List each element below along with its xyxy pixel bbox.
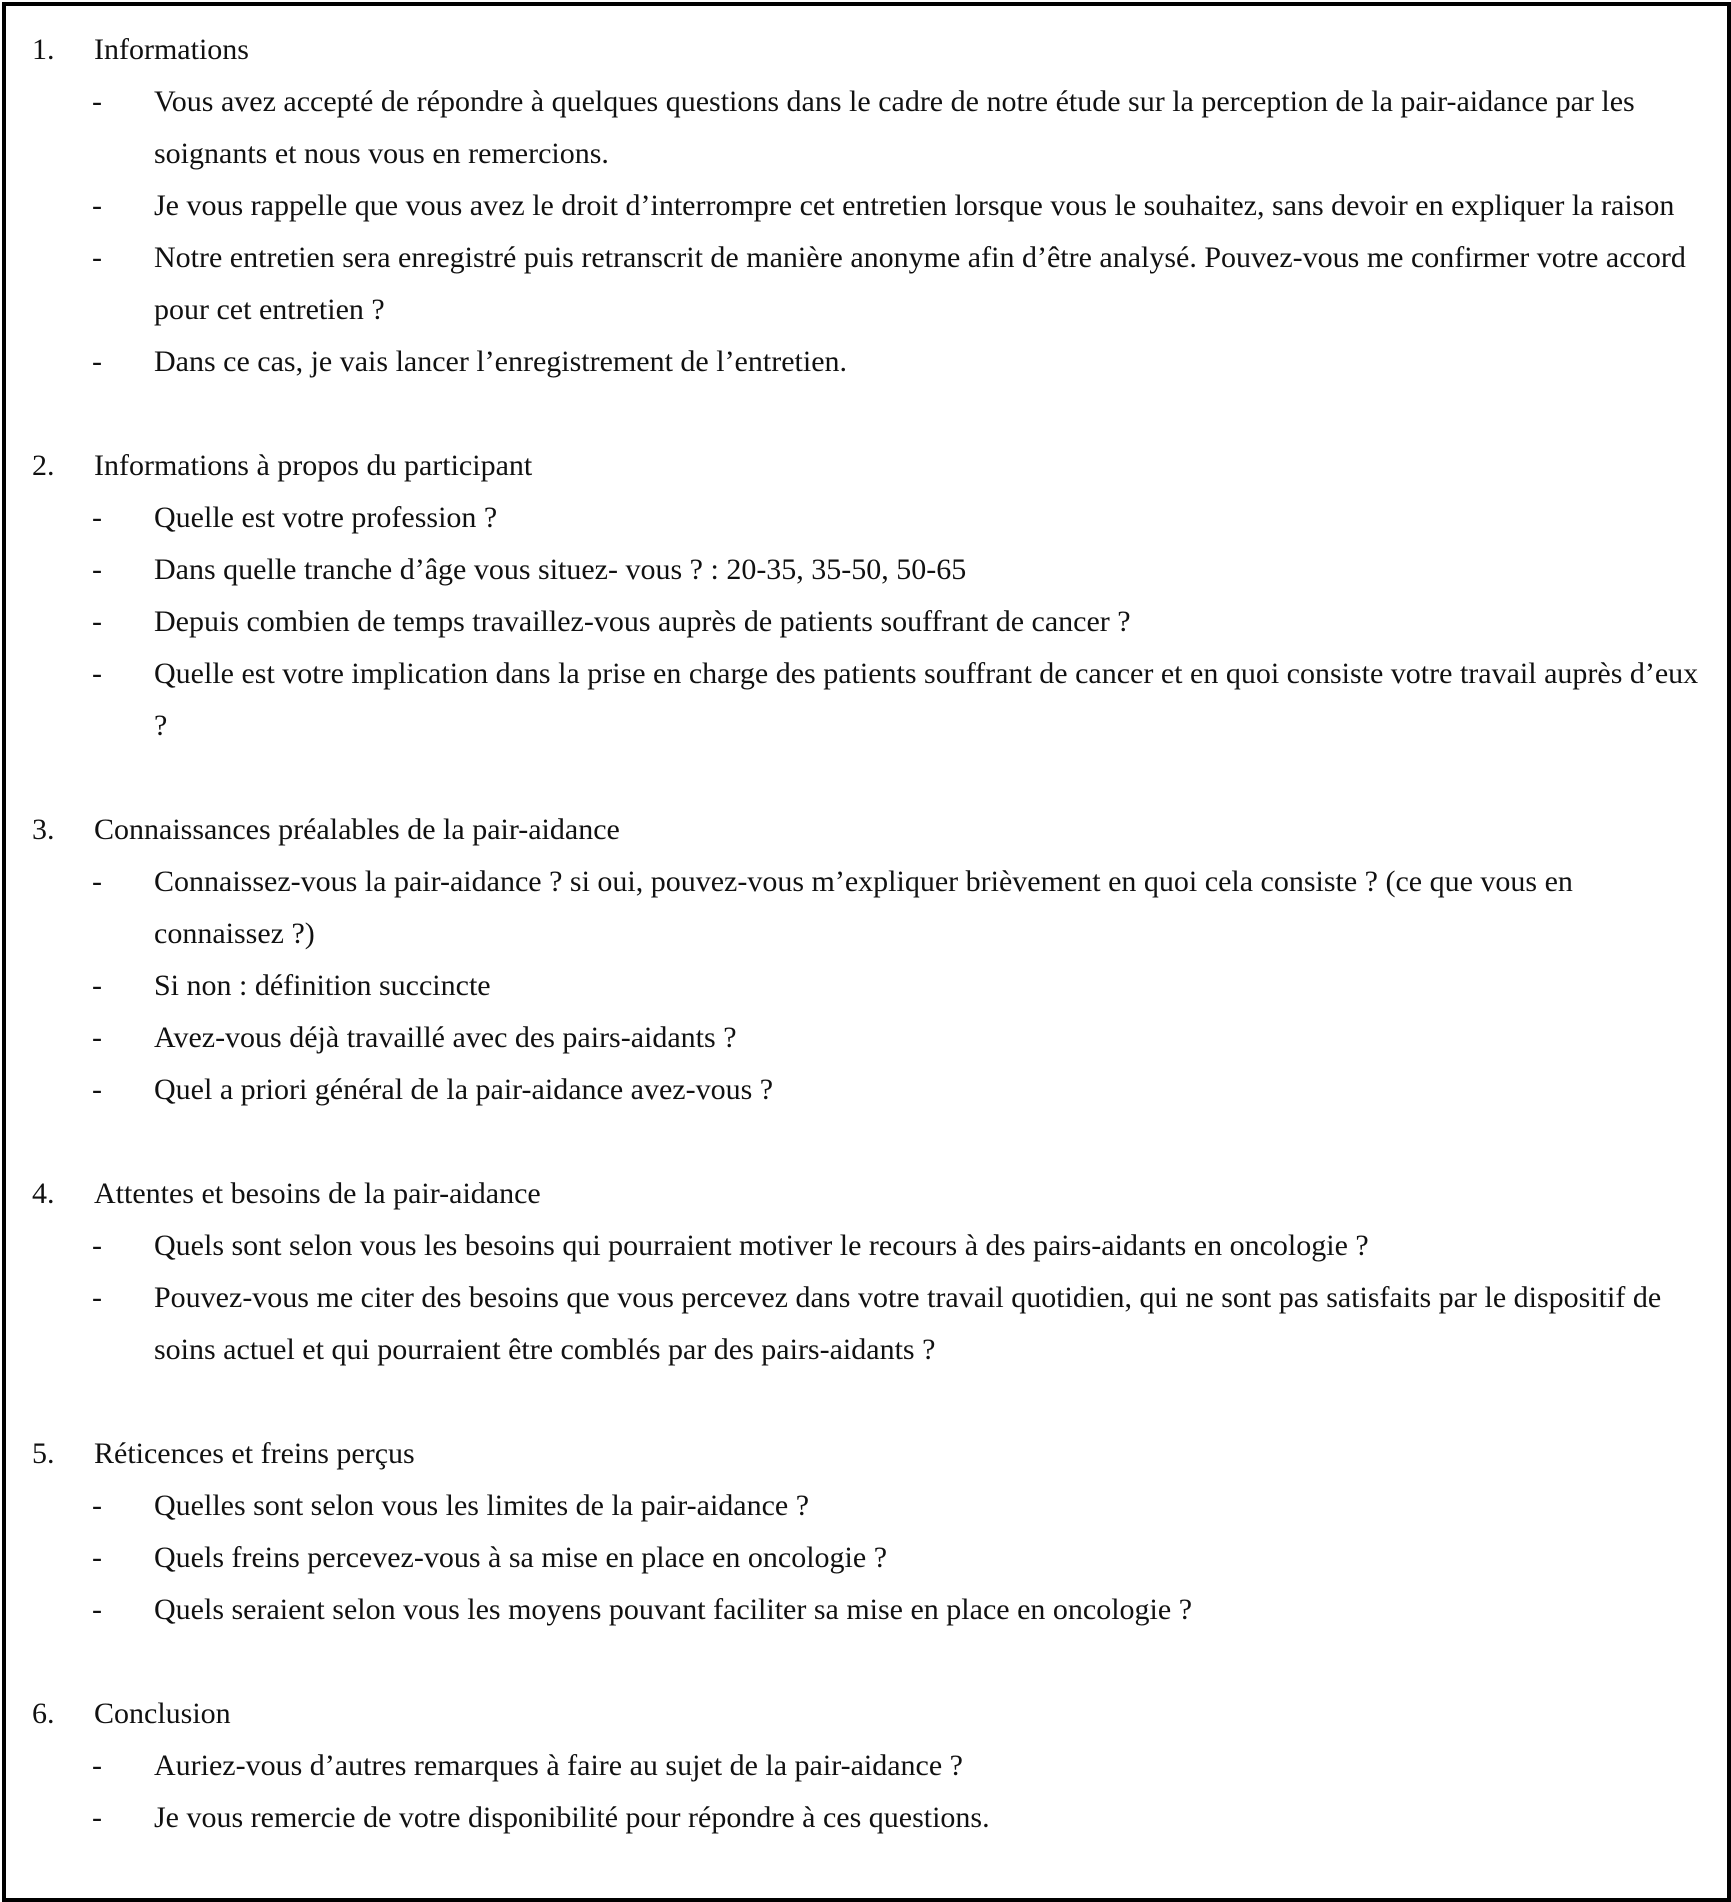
question-text: Dans ce cas, je vais lancer l’enregistrement de l’entretien. [154, 345, 848, 378]
list-item [6, 960, 1727, 1012]
list-item [6, 1480, 1727, 1532]
question-text: Quels sont selon vous les besoins qui pourraient motiver le recours à des pairs-aidants en oncologie ? [154, 1229, 1369, 1262]
dash-bullet: - [92, 1749, 102, 1782]
dash-bullet: - [92, 1021, 102, 1054]
list-item [6, 1272, 1727, 1376]
section-number: 6. [32, 1697, 55, 1730]
section-heading [6, 24, 1727, 76]
section-title: Attentes et besoins de la pair-aidance [94, 1177, 541, 1210]
section-title: Réticences et freins perçus [94, 1437, 415, 1470]
list-item [6, 1532, 1727, 1584]
dash-bullet: - [92, 1541, 102, 1574]
section-2 [6, 440, 1727, 752]
list-item [6, 232, 1727, 336]
dash-bullet: - [92, 85, 102, 118]
section-heading [6, 1688, 1727, 1740]
question-list [6, 76, 1727, 388]
question-list [6, 1740, 1727, 1844]
list-item [6, 76, 1727, 180]
question-text: Connaissez-vous la pair-aidance ? si oui, pouvez-vous m’expliquer brièvement en quoi cela consiste ? (ce que vous en connaissez ?) [154, 865, 1573, 950]
dash-bullet: - [92, 501, 102, 534]
dash-bullet: - [92, 1229, 102, 1262]
dash-bullet: - [92, 553, 102, 586]
list-item [6, 1220, 1727, 1272]
question-text: Quels seraient selon vous les moyens pouvant faciliter sa mise en place en oncologie ? [154, 1593, 1193, 1626]
section-6 [6, 1688, 1727, 1844]
section-title: Informations à propos du participant [94, 449, 533, 482]
question-text: Pouvez-vous me citer des besoins que vous percevez dans votre travail quotidien, qui ne sont pas satisfaits par le dispositif de soins actuel et qui pourraient être comblés par des pairs-aidants ? [154, 1281, 1662, 1366]
dash-bullet: - [92, 241, 102, 274]
dash-bullet: - [92, 1281, 102, 1314]
question-text: Quelles sont selon vous les limites de la pair-aidance ? [154, 1489, 810, 1522]
section-3 [6, 804, 1727, 1116]
question-text: Avez-vous déjà travaillé avec des pairs-aidants ? [154, 1021, 737, 1054]
question-text: Quels freins percevez-vous à sa mise en place en oncologie ? [154, 1541, 888, 1574]
section-heading [6, 804, 1727, 856]
section-title: Informations [94, 33, 249, 66]
section-5 [6, 1428, 1727, 1636]
section-1 [6, 24, 1727, 388]
section-number: 1. [32, 33, 55, 66]
section-number: 3. [32, 813, 55, 846]
section-heading [6, 1168, 1727, 1220]
list-item [6, 336, 1727, 388]
question-list [6, 1480, 1727, 1636]
dash-bullet: - [92, 969, 102, 1002]
question-text: Quel a priori général de la pair-aidance avez-vous ? [154, 1073, 774, 1106]
section-heading [6, 1428, 1727, 1480]
document-frame [2, 2, 1731, 1902]
question-text: Dans quelle tranche d’âge vous situez- vous ? : 20-35, 35-50, 50-65 [154, 553, 967, 586]
question-text: Auriez-vous d’autres remarques à faire au sujet de la pair-aidance ? [154, 1749, 963, 1782]
question-text: Je vous remercie de votre disponibilité pour répondre à ces questions. [154, 1801, 990, 1834]
question-text: Vous avez accepté de répondre à quelques questions dans le cadre de notre étude sur la perception de la pair-aidance par les soignants et nous vous en remercions. [154, 85, 1635, 170]
section-4 [6, 1168, 1727, 1376]
dash-bullet: - [92, 345, 102, 378]
dash-bullet: - [92, 865, 102, 898]
dash-bullet: - [92, 1073, 102, 1106]
list-item [6, 1792, 1727, 1844]
list-item [6, 1740, 1727, 1792]
dash-bullet: - [92, 1801, 102, 1834]
dash-bullet: - [92, 605, 102, 638]
question-list [6, 856, 1727, 1116]
list-item [6, 544, 1727, 596]
section-title: Conclusion [94, 1697, 231, 1730]
section-number: 4. [32, 1177, 55, 1210]
question-text: Quelle est votre profession ? [154, 501, 498, 534]
list-item [6, 492, 1727, 544]
question-text: Si non : définition succincte [154, 969, 491, 1002]
section-number: 2. [32, 449, 55, 482]
list-item [6, 180, 1727, 232]
question-list [6, 492, 1727, 752]
list-item [6, 1012, 1727, 1064]
section-number: 5. [32, 1437, 55, 1470]
section-heading [6, 440, 1727, 492]
list-item [6, 856, 1727, 960]
question-text: Notre entretien sera enregistré puis retranscrit de manière anonyme afin d’être analysé. Pouvez-vous me confirmer votre accord pour cet entretien ? [154, 241, 1686, 326]
section-title: Connaissances préalables de la pair-aidance [94, 813, 620, 846]
list-item [6, 648, 1727, 752]
question-list [6, 1220, 1727, 1376]
dash-bullet: - [92, 657, 102, 690]
interview-guide [6, 24, 1727, 1844]
list-item [6, 1064, 1727, 1116]
question-text: Depuis combien de temps travaillez-vous auprès de patients souffrant de cancer ? [154, 605, 1131, 638]
dash-bullet: - [92, 189, 102, 222]
question-text: Quelle est votre implication dans la prise en charge des patients souffrant de cancer et en quoi consiste votre travail auprès d’eux ? [154, 657, 1699, 742]
dash-bullet: - [92, 1489, 102, 1522]
question-text: Je vous rappelle que vous avez le droit d’interrompre cet entretien lorsque vous le souhaitez, sans devoir en expliquer la raison [154, 189, 1675, 222]
list-item [6, 596, 1727, 648]
dash-bullet: - [92, 1593, 102, 1626]
list-item [6, 1584, 1727, 1636]
